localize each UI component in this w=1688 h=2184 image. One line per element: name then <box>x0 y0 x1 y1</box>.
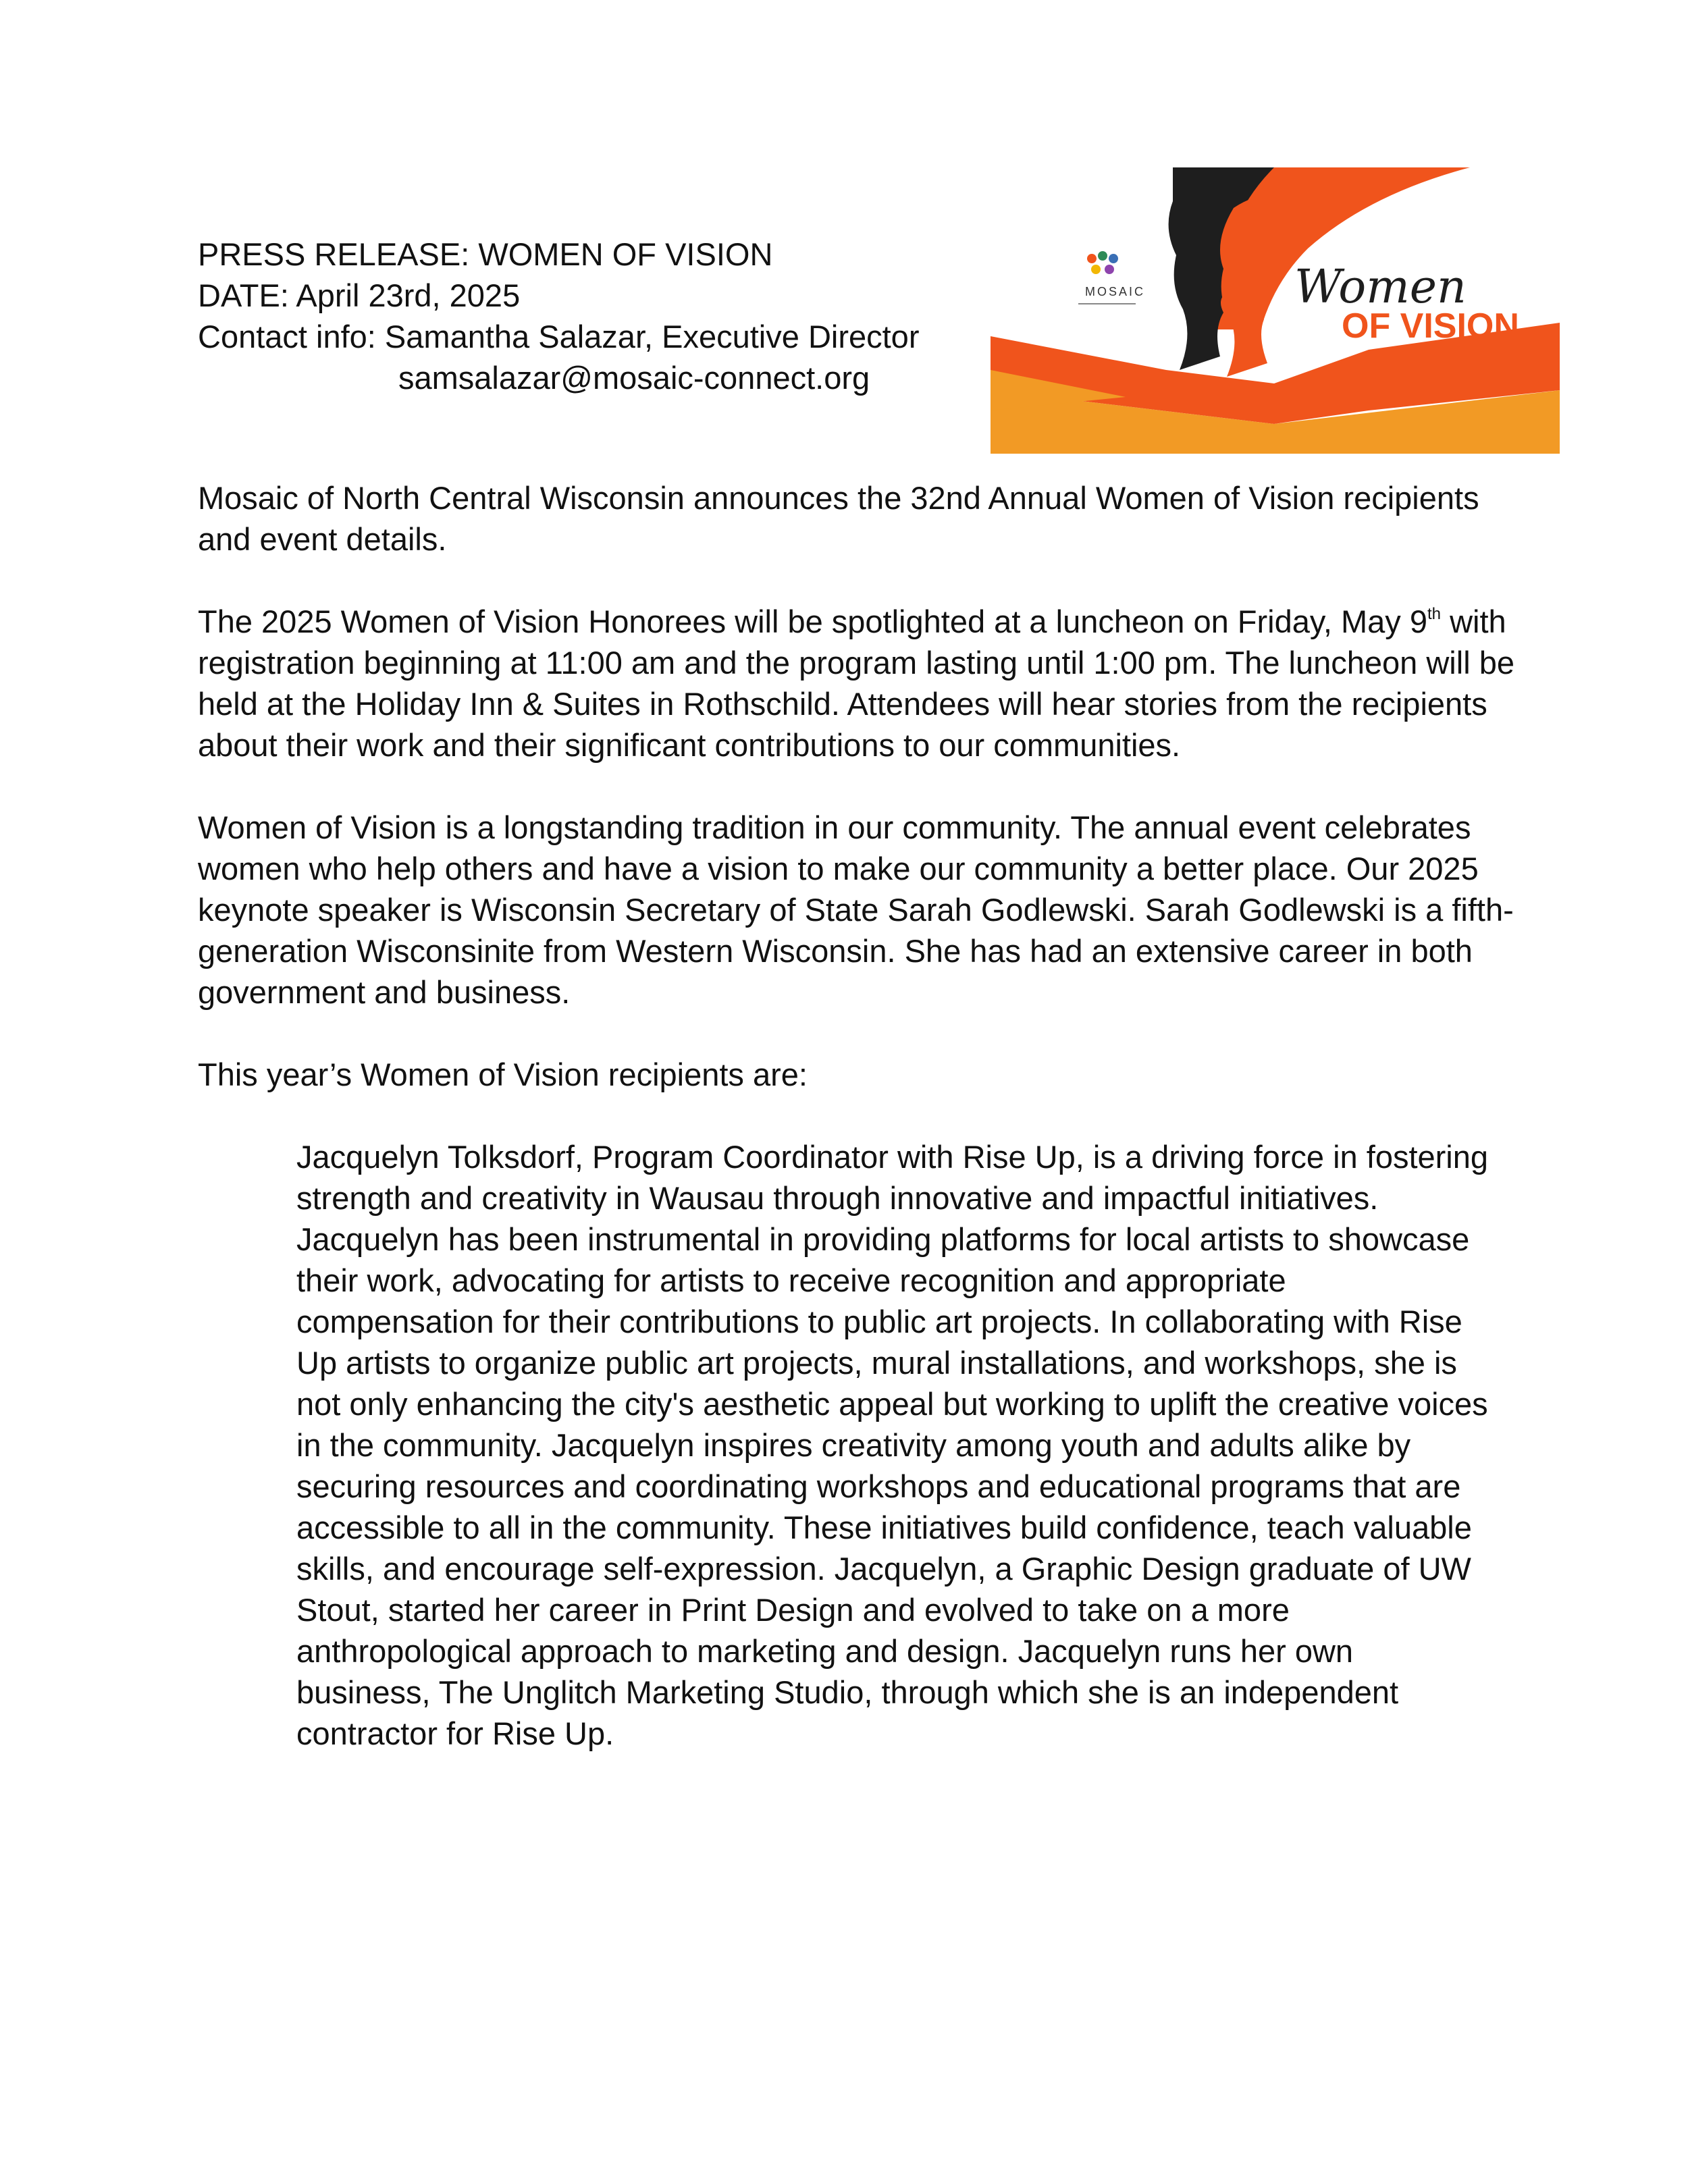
tradition-paragraph: Women of Vision is a longstanding tradition in our community. The annual event celebrates women who help others and have a vision to make our community a better place. Our 2025 keynote speaker is Wisconsin Secretary of State Sarah Godlewski. Sarah Godlewski is a fifth-generation Wisconsinite from Western Wisconsin. She has had an extensive career in both government and business. <box>198 809 1514 1010</box>
press-release-header <box>198 234 981 398</box>
women-of-vision-banner <box>991 167 1560 454</box>
ordinal-suffix: th <box>1427 605 1442 623</box>
release-title: PRESS RELEASE: WOMEN OF VISION <box>198 236 773 272</box>
event-text-end: with registration beginning at 11:00 am and the program lasting until 1:00 pm. The luncheon will be held at the Holiday Inn & Suites in Rothschild. Attendees will hear stories from the recipients about their work and their significant contributions to our communities. <box>198 604 1514 763</box>
contact-email: samsalazar@mosaic-connect.org <box>398 360 870 396</box>
release-date: DATE: April 23rd, 2025 <box>198 277 521 313</box>
mosaic-logo-text: MOSAIC <box>1085 285 1146 298</box>
event-text-start: The 2025 Women of Vision Honorees will be spotlighted at a luncheon on Friday, May 9 <box>198 604 1427 639</box>
intro-paragraph: Mosaic of North Central Wisconsin announces the 32nd Annual Women of Vision recipients and event details. <box>198 480 1479 557</box>
event-paragraph <box>198 601 1514 766</box>
contact-info: Contact info: Samantha Salazar, Executive Director <box>198 319 920 354</box>
banner-graphic <box>991 167 1560 454</box>
recipients-intro: This year’s Women of Vision recipients are: <box>198 1057 808 1092</box>
banner-bold-title: OF VISION <box>1342 307 1519 346</box>
banner-script-title: Women <box>1294 261 1467 314</box>
honoree-paragraph: Jacquelyn Tolksdorf, Program Coordinator with Rise Up, is a driving force in fostering strength and creativity in Wausau through innovative and impactful initiatives. Jacquelyn has been instrumental in providing platforms for local artists to showcase their work, advocating for artists to receive recognition and appropriate compensation for their contributions to public art projects. In collaborating with Rise Up artists to organize public art projects, mural installations, and workshops, she is not only enhancing the city's aesthetic appeal but working to uplift the creative voices in the community. Jacquelyn inspires creativity among youth and adults alike by securing resources and coordinating workshops and educational programs that are accessible to all in the community. These initiatives build confidence, teach valuable skills, and encourage self-expression. Jacquelyn, a Graphic Design graduate of UW Stout, started her career in Print Design and evolved to take on a more anthropological approach to marketing and design. Jacquelyn runs her own business, The Unglitch Marketing Studio, through which she is an independent contractor for Rise Up. <box>296 1139 1489 1751</box>
press-release-body <box>198 477 1514 1795</box>
